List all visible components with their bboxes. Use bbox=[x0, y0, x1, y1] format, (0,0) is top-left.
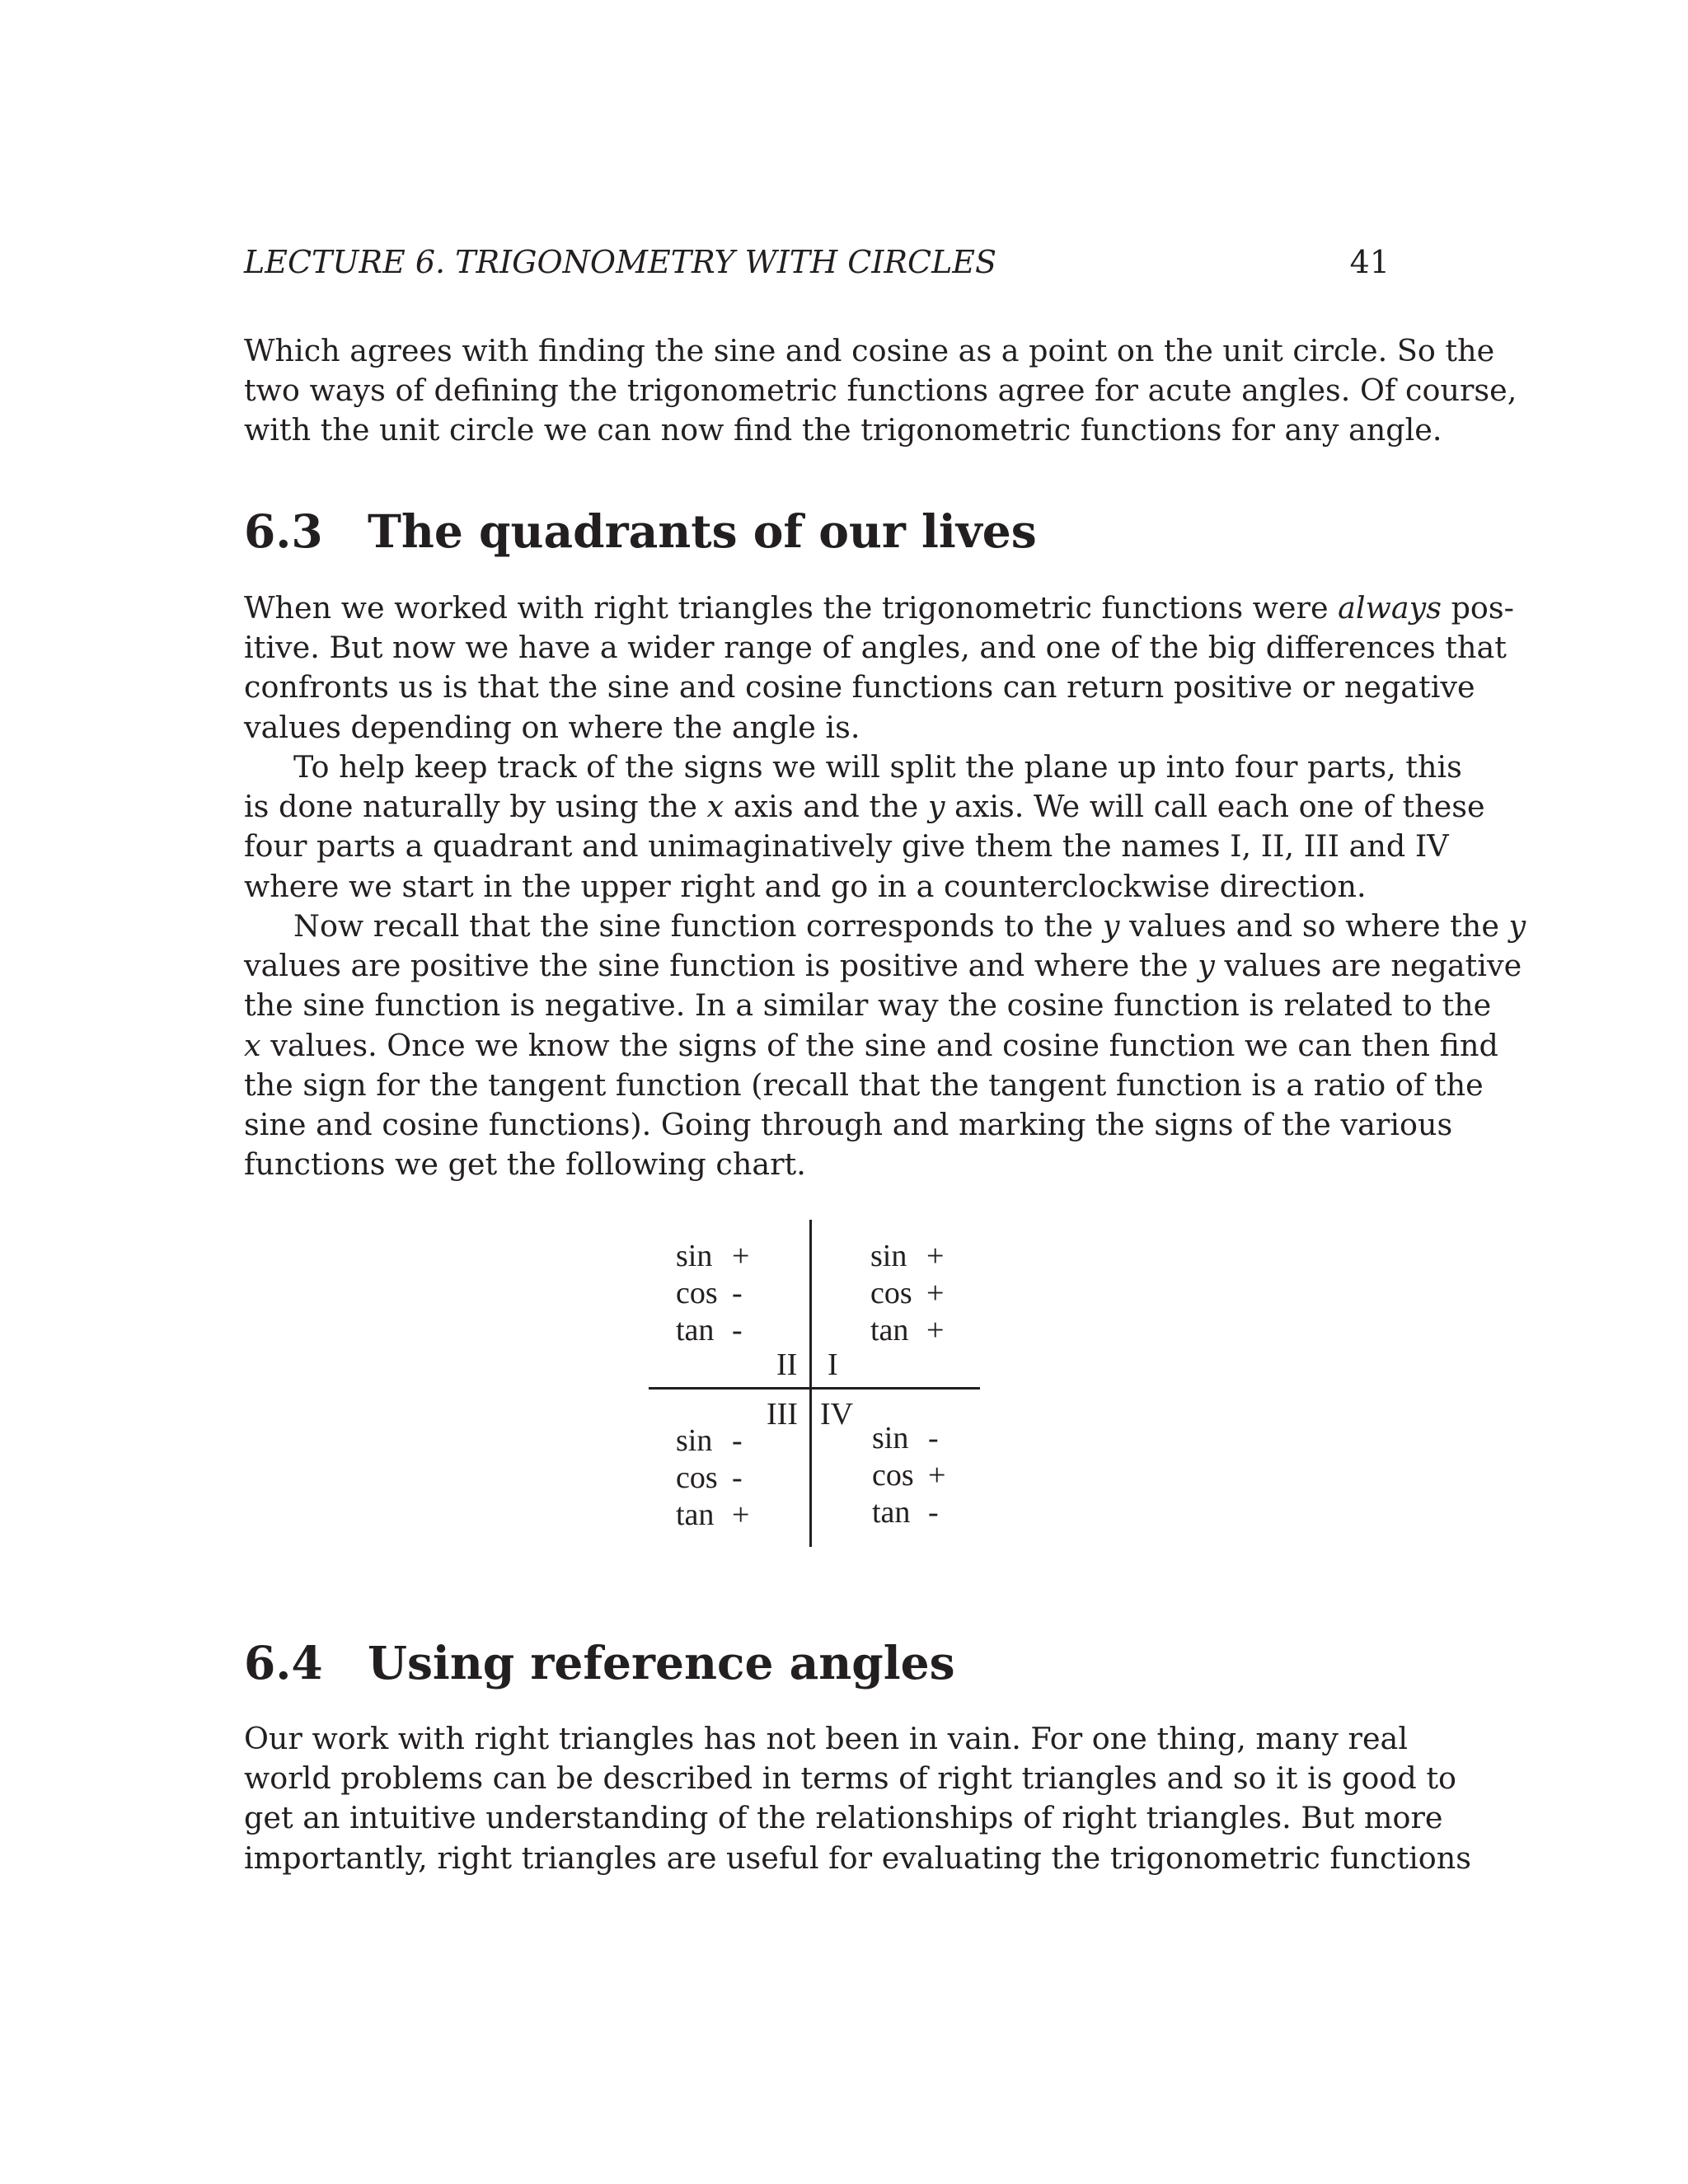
text-run: When we worked with right triangles the trigonometric functions were bbox=[244, 590, 1339, 626]
quadrant-4-sin-row bbox=[872, 1420, 939, 1456]
quadrant-3-sin-row bbox=[676, 1422, 743, 1459]
fn-label: sin bbox=[870, 1239, 907, 1273]
math-var-y: y bbox=[1198, 948, 1215, 984]
section-number: 6.3 bbox=[244, 504, 323, 558]
quadrant-2-tan-row bbox=[676, 1312, 743, 1348]
section-title: The quadrants of our lives bbox=[368, 504, 1037, 558]
text-line: To help keep track of the signs we will split the plane up into four parts, this bbox=[293, 749, 1462, 785]
text-line: where we start in the upper right and go in a counterclockwise direction. bbox=[244, 868, 1367, 904]
intro-paragraph bbox=[244, 331, 1517, 451]
sign: + bbox=[926, 1239, 945, 1273]
text-line: itive. But now we have a wider range of angles, and one of the big differences that bbox=[244, 630, 1507, 666]
sign: + bbox=[928, 1458, 946, 1493]
text-line: importantly, right triangles are useful for evaluating the trigonometric functions bbox=[244, 1840, 1471, 1876]
quadrant-1-sin-row bbox=[870, 1238, 944, 1274]
fn-label: tan bbox=[676, 1313, 715, 1347]
text-line bbox=[244, 787, 1485, 827]
quadrant-1-tan-row bbox=[870, 1312, 944, 1348]
fn-label: tan bbox=[872, 1495, 911, 1530]
sign: + bbox=[926, 1313, 945, 1347]
text-line: Which agrees with finding the sine and cosine as a point on the unit circle. So the bbox=[244, 333, 1495, 368]
math-var-y: y bbox=[1102, 908, 1120, 944]
fn-label: cos bbox=[872, 1458, 914, 1493]
sign: + bbox=[732, 1239, 750, 1273]
text-line: world problems can be described in terms of right triangles and so it is good to bbox=[244, 1760, 1456, 1797]
text-line bbox=[244, 946, 1522, 986]
text-line: the sine function is negative. In a similar way the cosine function is related to the bbox=[244, 987, 1492, 1024]
text-run: values are positive the sine function is positive and where the bbox=[244, 948, 1198, 984]
math-var-y: y bbox=[1508, 908, 1526, 944]
section-heading-6-3 bbox=[244, 504, 1037, 558]
quadrant-1-cos-row bbox=[870, 1275, 944, 1311]
text-line: confronts us is that the sine and cosine functions can return positive or negative bbox=[244, 669, 1475, 705]
quadrant-3-cos-row bbox=[676, 1460, 743, 1496]
fn-label: tan bbox=[676, 1497, 715, 1532]
text-run: is done naturally by using the bbox=[244, 789, 707, 825]
text-run: values are negative bbox=[1214, 948, 1522, 984]
text-run: values. Once we know the signs of the sine and cosine function we can then find bbox=[260, 1027, 1498, 1063]
sign: + bbox=[926, 1276, 945, 1310]
fn-label: sin bbox=[676, 1423, 713, 1458]
quadrant-4-cos-row bbox=[872, 1457, 945, 1493]
quadrant-label-II: II bbox=[776, 1347, 798, 1382]
text-line bbox=[244, 1026, 1498, 1066]
page-number: 41 bbox=[1349, 244, 1390, 280]
quadrant-sign-chart bbox=[643, 1220, 989, 1549]
quadrant-2-sin-row bbox=[676, 1238, 749, 1274]
quadrant-label-IV: IV bbox=[820, 1397, 854, 1432]
text-line: functions we get the following chart. bbox=[244, 1146, 806, 1183]
fn-label: cos bbox=[676, 1460, 718, 1495]
text-run: Now recall that the sine function corresponds to the bbox=[293, 908, 1103, 944]
paragraph-reference-angles bbox=[244, 1719, 1471, 1878]
quadrant-2-cos-row bbox=[676, 1275, 743, 1311]
section-title: Using reference angles bbox=[368, 1636, 955, 1690]
sign: - bbox=[732, 1276, 743, 1310]
fn-label: tan bbox=[870, 1313, 909, 1347]
sign: - bbox=[928, 1495, 939, 1530]
sign: - bbox=[732, 1423, 743, 1458]
paragraph-quadrants-intro bbox=[244, 588, 1514, 748]
running-title: LECTURE 6. TRIGONOMETRY WITH CIRCLES bbox=[244, 244, 997, 280]
text-run: axis and the bbox=[724, 789, 928, 825]
section-number: 6.4 bbox=[244, 1636, 323, 1690]
quadrant-3-tan-row bbox=[676, 1497, 749, 1533]
text-line bbox=[244, 588, 1514, 628]
running-head bbox=[244, 244, 1390, 285]
sign: - bbox=[928, 1421, 939, 1455]
sign: - bbox=[732, 1313, 743, 1347]
text-line: values depending on where the angle is. bbox=[244, 709, 860, 745]
paragraph-quadrant-naming bbox=[244, 748, 1485, 907]
text-line: with the unit circle we can now find the trigonometric functions for any angle. bbox=[244, 412, 1442, 448]
paragraph-signs bbox=[244, 907, 1526, 1184]
sign: + bbox=[732, 1497, 750, 1532]
math-var-y: y bbox=[927, 789, 945, 825]
sign: - bbox=[732, 1460, 743, 1495]
text-line: sine and cosine functions). Going through and marking the signs of the various bbox=[244, 1107, 1453, 1143]
fn-label: sin bbox=[872, 1421, 909, 1455]
text-line: four parts a quadrant and unimaginatively give them the names I, II, III and IV bbox=[244, 828, 1449, 865]
quadrant-4-tan-row bbox=[872, 1494, 939, 1530]
horizontal-axis bbox=[649, 1387, 980, 1390]
section-heading-6-4 bbox=[244, 1636, 955, 1690]
math-var-x: x bbox=[244, 1027, 261, 1063]
text-line: get an intuitive understanding of the relationships of right triangles. But more bbox=[244, 1800, 1443, 1836]
text-line: the sign for the tangent function (recall that the tangent function is a ratio of the bbox=[244, 1066, 1484, 1103]
text-line: two ways of defining the trigonometric functions agree for acute angles. Of course, bbox=[244, 373, 1517, 409]
vertical-axis bbox=[809, 1220, 812, 1547]
fn-label: cos bbox=[676, 1276, 718, 1310]
math-var-x: x bbox=[706, 789, 724, 825]
fn-label: sin bbox=[676, 1239, 713, 1273]
quadrant-label-III: III bbox=[767, 1397, 798, 1432]
emphasis-always: always bbox=[1338, 590, 1442, 626]
text-run: pos- bbox=[1441, 590, 1514, 626]
text-run: axis. We will call each one of these bbox=[945, 789, 1485, 825]
text-line: Our work with right triangles has not been in vain. For one thing, many real bbox=[244, 1721, 1408, 1756]
text-line bbox=[244, 907, 1526, 946]
quadrant-label-I: I bbox=[828, 1347, 838, 1382]
fn-label: cos bbox=[870, 1276, 912, 1310]
text-run: values and so where the bbox=[1119, 908, 1509, 944]
